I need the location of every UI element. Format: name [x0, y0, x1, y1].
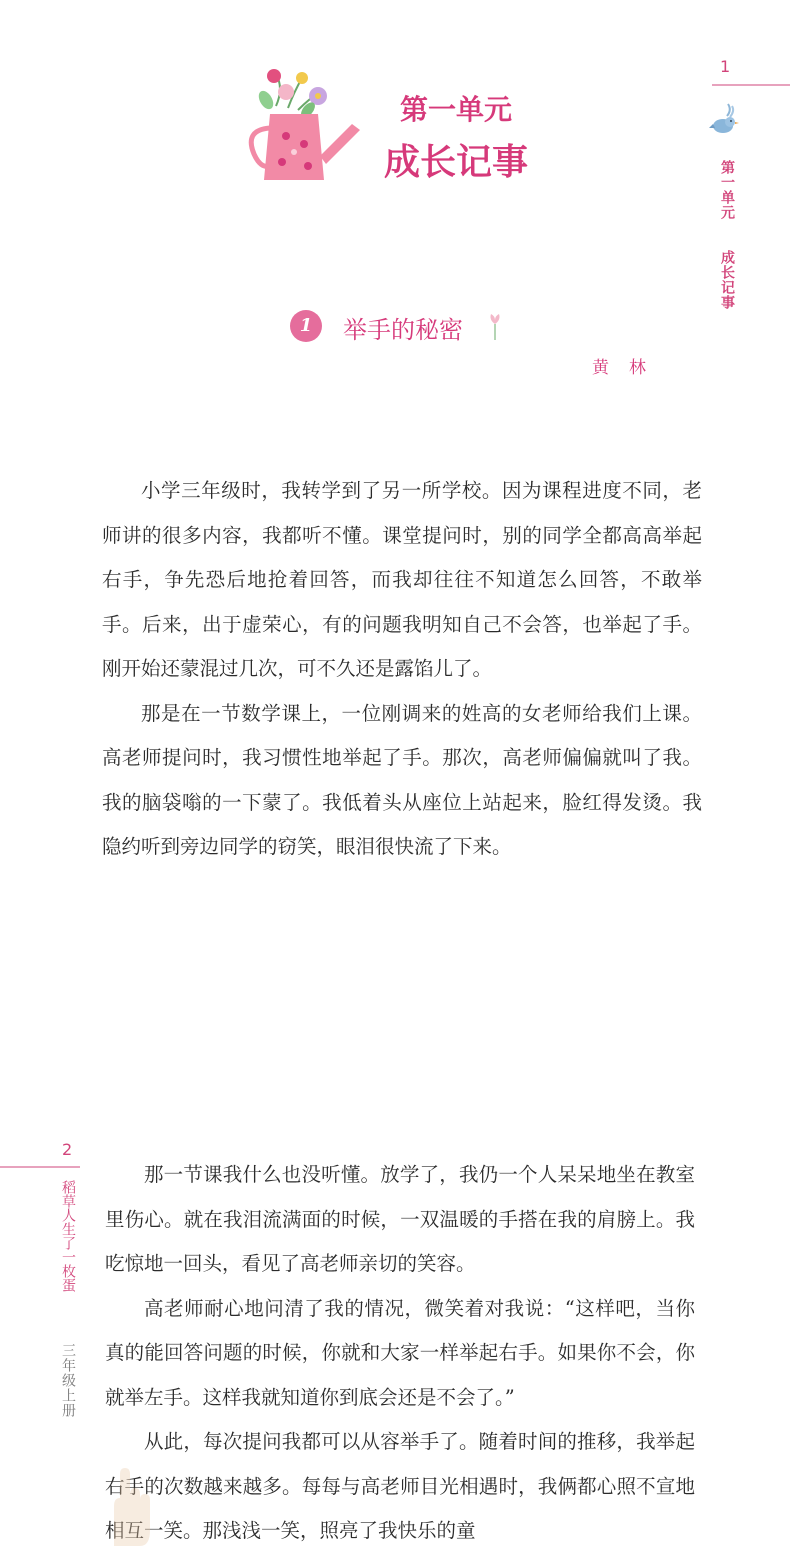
side-tab-unit: 第一单元 — [719, 160, 735, 220]
body-text — [102, 469, 702, 870]
page-number-rule — [0, 1166, 80, 1168]
hand-illustration — [100, 1460, 160, 1550]
page-number: 2 — [62, 1140, 73, 1159]
side-tab-book-title: 稻草人生了一枚蛋 — [60, 1180, 76, 1292]
side-tab-grade: 三年级上册 — [60, 1343, 76, 1418]
watering-can-flowers-illustration — [246, 66, 364, 198]
paragraph: 高老师耐心地问清了我的情况，微笑着对我说：“这样吧，当你真的能回答问题的时候，你就和大家一样举起右手。如果你不会，你就举左手。这样我就知道你到底会还是不会了。” — [105, 1296, 695, 1409]
page-number-rule — [712, 84, 790, 86]
unit-name: 成长记事 — [384, 142, 529, 183]
lesson-title: 举手的秘密 — [343, 316, 463, 344]
flower-icon — [486, 312, 504, 344]
paragraph: 那是在一节数学课上，一位刚调来的姓高的女老师给我们上课。高老师提问时，我习惯性地举起了手。那次，高老师偏偏就叫了我。我的脑袋嗡的一下蒙了。我低着头从座位上站起来，脸红得发烫。我隐约听到旁边同学的窃笑，眼泪很快流了下来。 — [102, 701, 702, 858]
paragraph: 从此，每次提问我都可以从容举手了。随着时间的推移，我举起右手的次数越来越多。每每与高老师目光相遇时，我俩都心照不宣地相互一笑。那浅浅一笑，照亮了我快乐的童 — [105, 1430, 695, 1542]
unit-label: 第一单元 — [400, 93, 513, 126]
author: 黄林 — [592, 358, 666, 378]
bird-icon — [708, 100, 742, 144]
paragraph: 那一节课我什么也没听懂。放学了，我仍一个人呆呆地坐在教室里伤心。就在我泪流满面的时候，一双温暖的手搭在我的肩膀上。我吃惊地一回头，看见了高老师亲切的笑容。 — [105, 1163, 695, 1275]
side-tab-unit-name: 成长记事 — [719, 250, 735, 310]
lesson-number-badge: 1 — [290, 310, 322, 342]
page-number: 1 — [720, 57, 731, 76]
paragraph: 小学三年级时，我转学到了另一所学校。因为课程进度不同，老师讲的很多内容，我都听不懂。课堂提问时，别的同学全都高高举起右手，争先恐后地抢着回答，而我却往往不知道怎么回答，不敢举手。后来，出于虚荣心，有的问题我明知自己不会答，也举起了手。刚开始还蒙混过几次，可不久还是露馅儿了。 — [102, 479, 702, 680]
page-two — [0, 1060, 790, 1546]
body-text — [105, 1153, 695, 1554]
